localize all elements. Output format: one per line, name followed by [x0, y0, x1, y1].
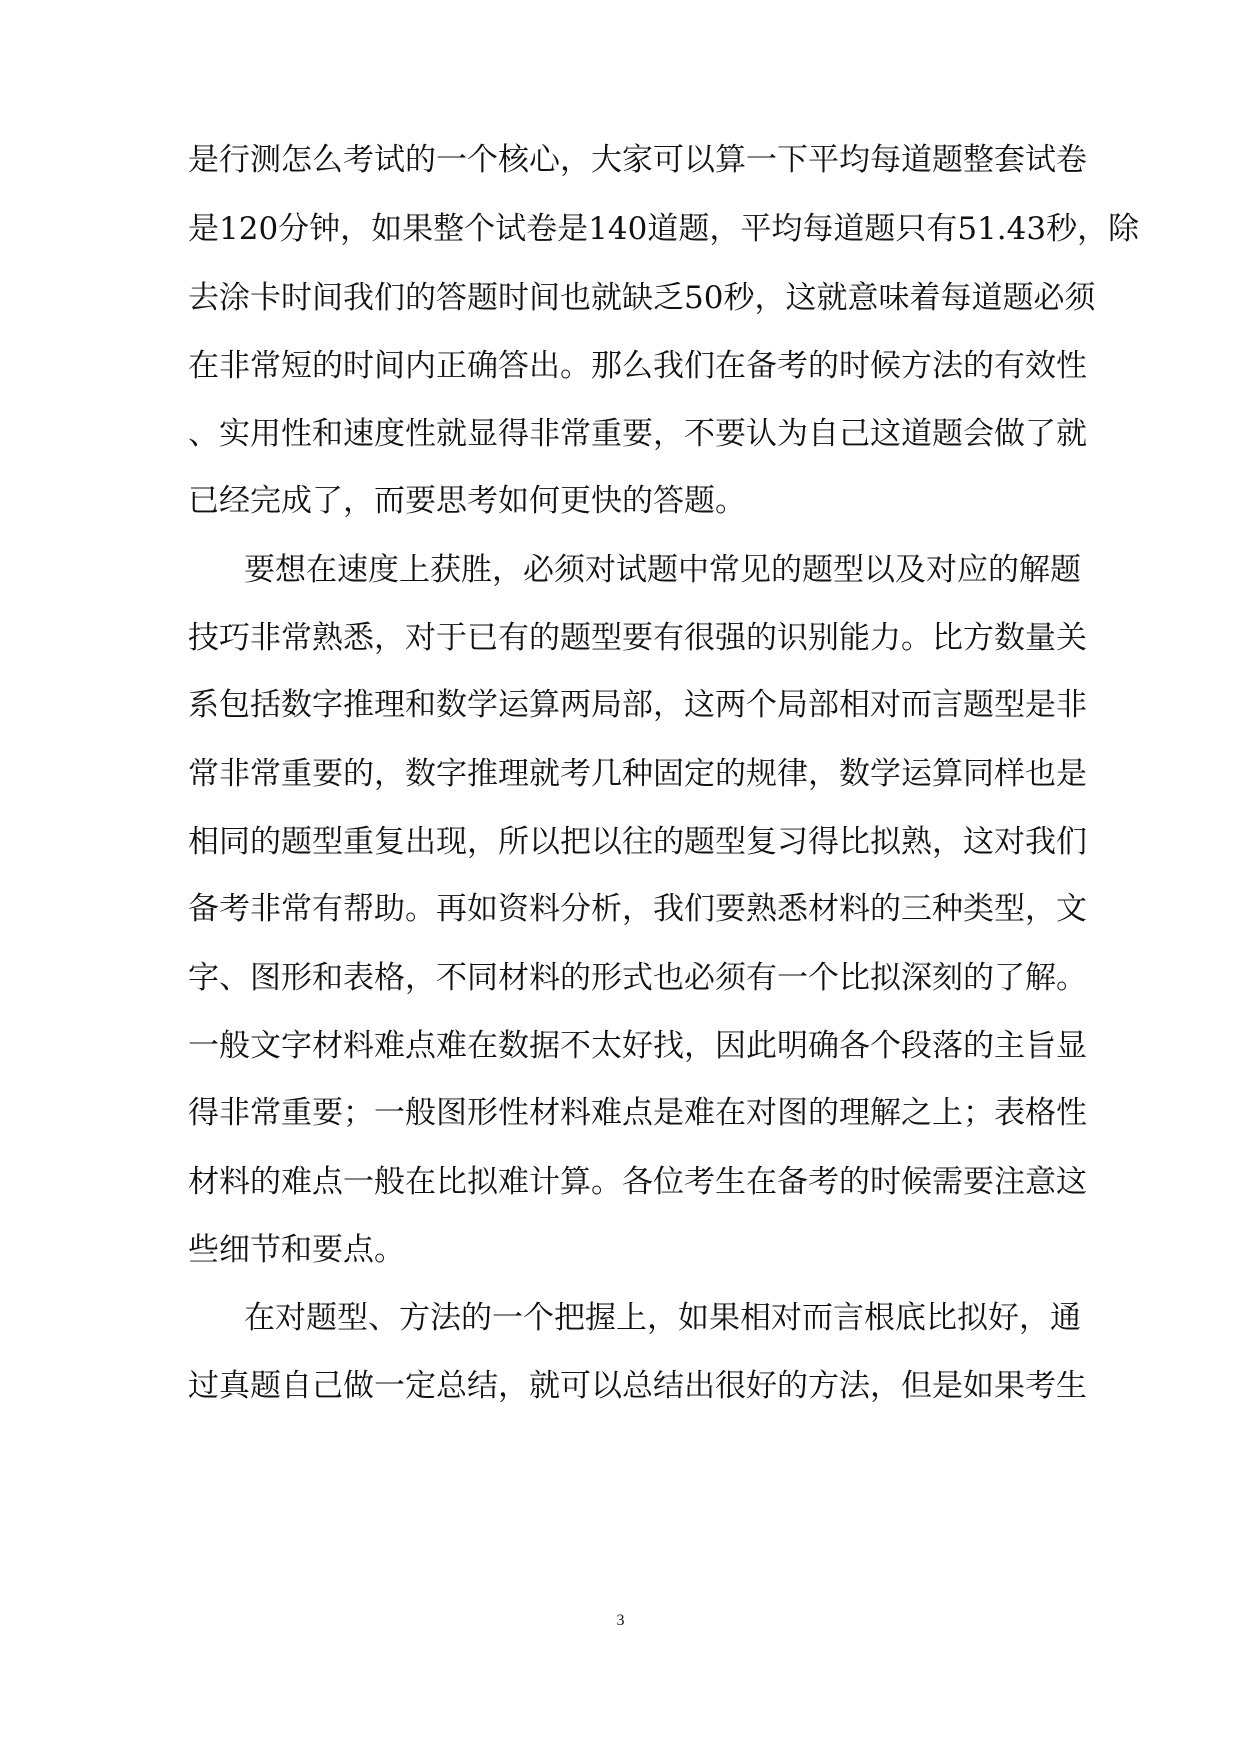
paragraph-1-line-5: 、实用性和速度性就显得非常重要，不要认为自己这道题会做了就 — [188, 416, 1087, 452]
paragraph-1-line-1: 是行测怎么考试的一个核心，大家可以算一下平均每道题整套试卷 — [188, 142, 1087, 178]
paragraph-3-line-2: 过真题自己做一定总结，就可以总结出很好的方法，但是如果考生 — [188, 1368, 1087, 1404]
paragraph-1-line-3: 去涂卡时间我们的答题时间也就缺乏50秒，这就意味着每道题必须 — [188, 280, 1096, 316]
paragraph-3-line-1: 在对题型、方法的一个把握上，如果相对而言根底比拟好，通 — [244, 1300, 1081, 1336]
paragraph-2-line-11: 些细节和要点。 — [188, 1232, 405, 1268]
paragraph-2-line-10: 材料的难点一般在比拟难计算。各位考生在备考的时候需要注意这 — [188, 1164, 1087, 1200]
paragraph-2-line-8: 一般文字材料难点难在数据不太好找，因此明确各个段落的主旨显 — [188, 1028, 1087, 1064]
paragraph-1-line-6: 已经完成了，而要思考如何更快的答题。 — [188, 483, 746, 519]
paragraph-1-line-2: 是120分钟，如果整个试卷是140道题，平均每道题只有51.43秒，除 — [188, 211, 1140, 247]
paragraph-2-line-4: 常非常重要的，数字推理就考几种固定的规律，数学运算同样也是 — [188, 756, 1087, 792]
paragraph-1-line-4: 在非常短的时间内正确答出。那么我们在备考的时候方法的有效性 — [188, 348, 1087, 384]
page-number: 3 — [616, 1612, 625, 1629]
paragraph-2-line-2: 技巧非常熟悉，对于已有的题型要有很强的识别能力。比方数量关 — [188, 620, 1087, 656]
paragraph-2-line-6: 备考非常有帮助。再如资料分析，我们要熟悉材料的三种类型，文 — [188, 891, 1087, 927]
paragraph-2-line-7: 字、图形和表格，不同材料的形式也必须有一个比拟深刻的了解。 — [188, 960, 1087, 996]
paragraph-2-line-5: 相同的题型重复出现，所以把以往的题型复习得比拟熟，这对我们 — [188, 824, 1087, 860]
paragraph-2-line-3: 系包括数字推理和数学运算两局部，这两个局部相对而言题型是非 — [188, 687, 1087, 723]
paragraph-2-line-1: 要想在速度上获胜，必须对试题中常见的题型以及对应的解题 — [244, 552, 1081, 588]
paragraph-2-line-9: 得非常重要；一般图形性材料难点是难在对图的理解之上；表格性 — [188, 1095, 1087, 1131]
